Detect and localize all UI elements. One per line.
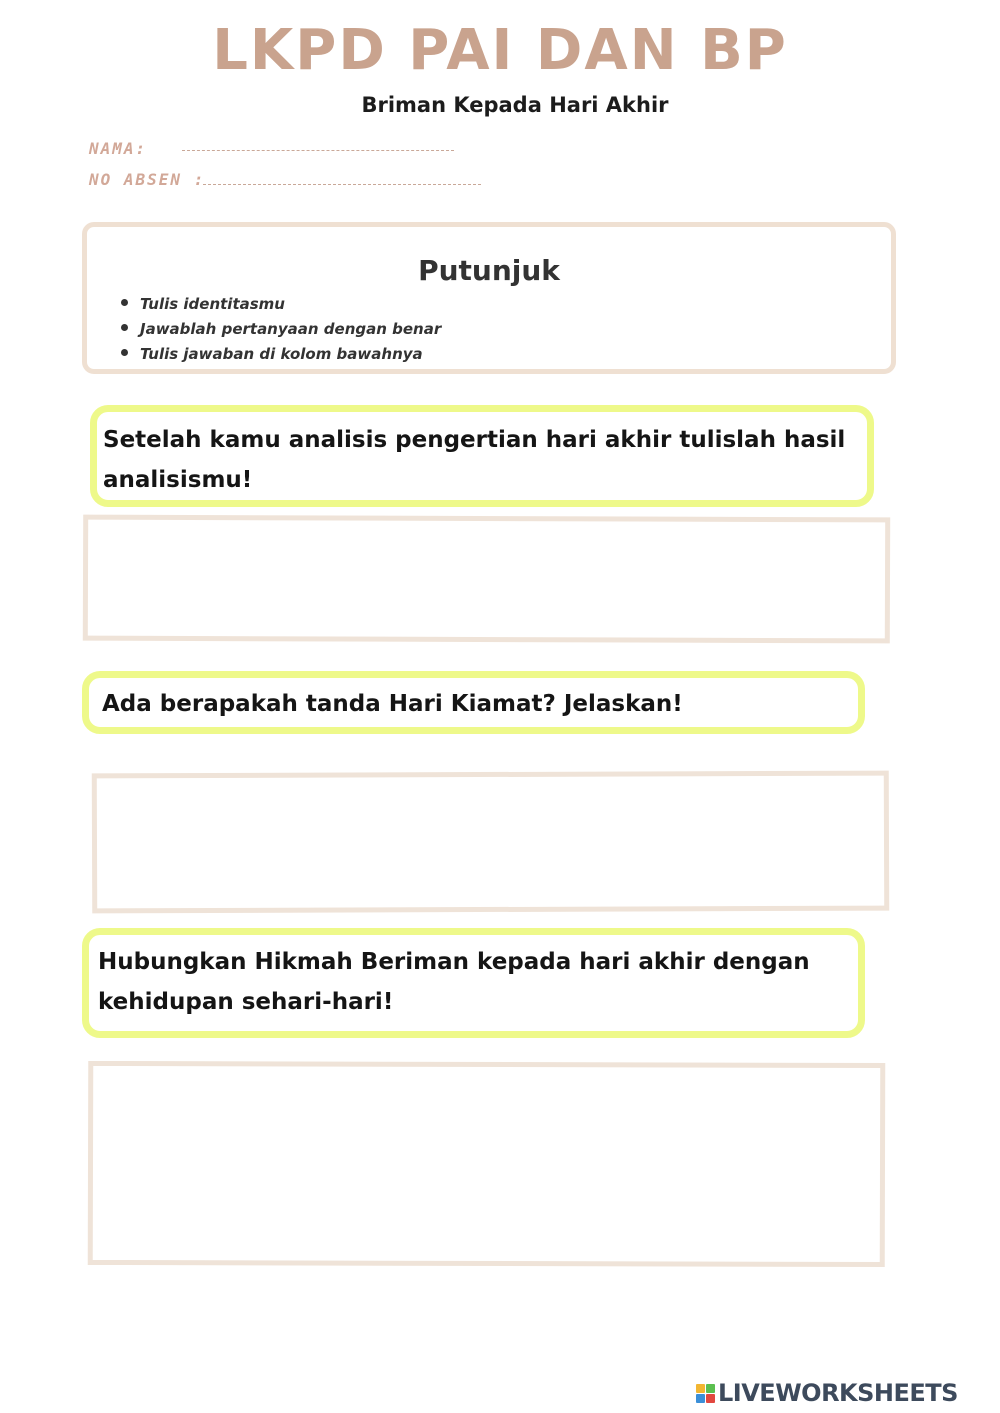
liveworksheets-logo-icon (696, 1384, 715, 1403)
answer-2-box[interactable] (92, 771, 889, 914)
absen-number-label: NO ABSEN : (89, 170, 206, 189)
liveworksheets-wordmark: LIVEWORKSHEETS (718, 1379, 958, 1407)
answer-1-box[interactable] (83, 515, 890, 644)
answer-3-box[interactable] (88, 1061, 886, 1267)
bullet-icon (121, 349, 128, 356)
answer-3-input[interactable] (93, 1066, 881, 1262)
name-label: NAMA: (89, 139, 148, 158)
instruction-item: Jawablah pertanyaan dengan benar (121, 318, 441, 343)
instructions-title: Putunjuk (418, 254, 560, 287)
instruction-item: Tulis jawaban di kolom bawahnya (121, 343, 441, 368)
question-1-text: Setelah kamu analisis pengertian hari akhir tulislah hasil analisismu! (103, 427, 846, 493)
name-field[interactable] (182, 150, 454, 151)
liveworksheets-branding (696, 1378, 958, 1408)
answer-2-input[interactable] (97, 776, 884, 909)
question-2-text: Ada berapakah tanda Hari Kiamat? Jelaskan! (102, 691, 683, 717)
bullet-icon (121, 299, 128, 306)
worksheet-title: LKPD PAI DAN BP (212, 18, 788, 83)
worksheet-subtitle: Briman Kepada Hari Akhir (361, 93, 669, 117)
absen-number-field[interactable] (203, 184, 481, 185)
instruction-item: Tulis identitasmu (121, 293, 441, 318)
answer-1-input[interactable] (88, 520, 885, 639)
instructions-list (121, 293, 441, 368)
bullet-icon (121, 324, 128, 331)
question-3-text: Hubungkan Hikmah Beriman kepada hari akhir dengan kehidupan sehari-hari! (98, 949, 810, 1015)
